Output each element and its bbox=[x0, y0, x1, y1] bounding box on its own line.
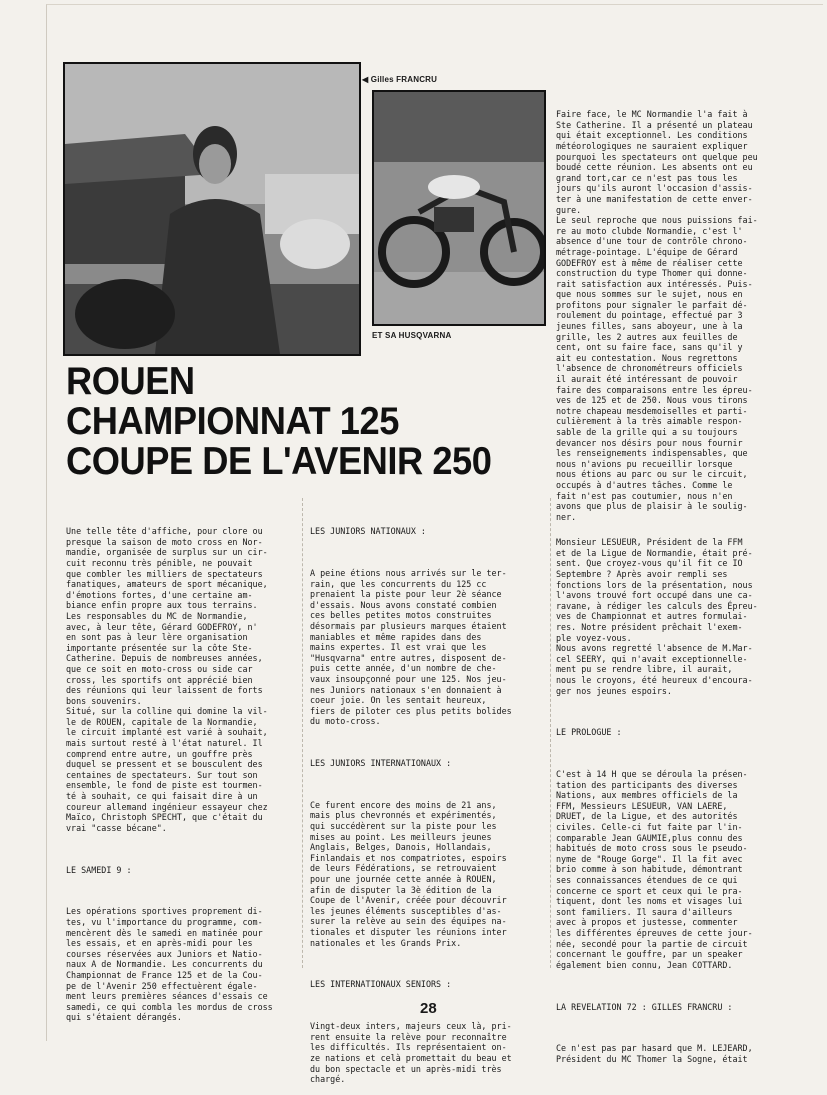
right-top-paragraph: Faire face, le MC Normandie l'a fait à Ste Catherine. Il a présenté un plateau qui était exceptionnel. Les conditions météorologiques ne sauraient expliquer pourquoi les spectateurs ont quelque peu boudé cette réunion. Les absents ont eu grand tort,car ce n'est pas tous les jours qu'ils auront l'occasion d'assis- ter à une manifestation de cette enver- gure. Le seul reproche que nous puissions fai- re au moto clubde Normandie, c'est l' absence d'une tour de contrôle chrono- métrage-pointage. L'équipe de Gérard GODEFROY est à même de réaliser cette construction du type Thomer qui donne- rait satisfaction aux intéressés. Puis- que nous sommes sur le sujet, nous en profitons pour signaler le parfait dé- roulement du pointage, effectué par 3 jeunes filles, sans aboyeur, une à la grille, les 2 autres aux feuilles de cent, ont su faire face, sans qu'il y ait eu contestation. Nous regrettons l'absence de chronométreurs officiels il aurait été intéressant de pouvoir faire des comparaisons entre les épreu- ves de 125 et de 250. Nous vous tirons notre chapeau mesdemoiselles et parti- culièrement à la très aimable respon- sable de la grille qui a su toujours devancer nos désirs pour nous fournir les renseignements indispensables, que nous n'avions pu recueillir lorsque nous étions au parc ou sur le circuit, occupés à d'autres tâches. Comme le fait n'est pas coutumier, nous n'en avons que plus de plaisir à le soulig- ner. bbox=[556, 109, 758, 522]
col2-juniors-nationaux-paragraph: A peine étions nous arrivés sur le ter- rain, que les concurrents du 125 cc prenaient la piste pour leur 2è séance d'essais. Nous avons constaté combien ces belles petites motos construites désormais par plusieurs marques étaient maniables et même rapides dans des mains expertes. Il est vrai que les "Husqvarna" entre autres, disposent de- puis cette année, d'un nombre de che- vaux insoupçonné pour une 125. Nos jeu- nes Juniors nationaux s'en donnaient à coeur joie. On les sentait heureux, fiers de piloter ces plus petits bolides du moto-cross. bbox=[310, 567, 512, 727]
col2-internationaux-seniors-paragraph: Vingt-deux inters, majeurs ceux là, pri- rent ensuite la relève pour reconnaître les difficultés. Ils représentaient on- ze nations et celà promettait du beau et du bon spectacle et un après-midi très chargé. bbox=[310, 1021, 512, 1085]
husqvarna-bike-photo bbox=[372, 90, 546, 326]
headline-line-2: CHAMPIONNAT 125 bbox=[66, 400, 399, 443]
col2-heading-juniors-nationaux: LES JUNIORS NATIONAUX : bbox=[310, 526, 426, 537]
col2-juniors-internationaux-paragraph: Ce furent encore des moins de 21 ans, mais plus chevronnés et expérimentés, qui succédèrent sur la piste pour les mises au point. Les meilleurs jeunes Anglais, Belges, Danois, Hollandais, Finlandais et nos compatriotes, espoirs de leurs Fédérations, se retrouvaient pour une journée cette année à ROUEN, afin de disputer la 3è édition de la Coupe de l'Avenir, créée pour découvrir les jeunes éléments susceptibles d'as- surer la relève au sein des équipes na- tionales et disputer les réunions inter nationales et les Grands Prix. bbox=[310, 799, 507, 948]
headline-line-1: ROUEN bbox=[66, 360, 195, 403]
column-3 bbox=[556, 516, 792, 1075]
col1-heading-samedi: LE SAMEDI 9 : bbox=[66, 864, 132, 875]
col2-heading-internationaux-seniors: LES INTERNATIONAUX SENIORS : bbox=[310, 979, 452, 990]
col3-lesueur-paragraph: Monsieur LESUEUR, Président de la FFM et de la Ligue de Normandie, était pré- sent. Que croyez-vous qu'il fit ce IO Septembre ? Après avoir rempli ses fonctions lors de la présentation, nous l'avons trouvé fort occupé dans une ca- ravane, à rédiger les calculs des Épreu- ves de Championnat et autres formulai- res. Notre président prêchait l'exem- ple voyez-vous. Nous avons regretté l'absence de M.Mar- cel SEERY, qui n'avait exceptionnelle- ment pu se rendre libre, il aurait, nous le croyons, été heureux d'encoura- ger nos jeunes espoirs. bbox=[556, 537, 758, 696]
photo-credit: ◀ Gilles FRANCRU bbox=[362, 75, 438, 84]
column-divider-2 bbox=[550, 498, 551, 968]
column-divider-1 bbox=[302, 498, 303, 968]
column-1 bbox=[66, 505, 296, 1034]
col1-intro-paragraph: Une telle tête d'affiche, pour clore ou presque la saison de moto cross en Nor- mandie, organisée de surplus sur un cir- cuit reconnu très pénible, ne pouvait que combler les milliers de spectateurs fanatiques, amateurs de sport mécanique, d'émotions fortes, d'une certaine am- biance enfin propre aux tous terrains. Les responsables du MC de Normandie, avec, à leur tête, Gérard GODEFROY, n' en sont pas à leur lère organisation importante présentée sur la côte Ste- Catherine. Depuis de nombreuses années, que ce soit en moto-cross ou side car cross, les sportifs ont apprécié bien des réunions qui leur laissent de forts bons souvenirs. Situé, sur la colline qui domine la vil- le de ROUEN, capitale de la Normandie, le circuit implanté est varié à souhait, mais surtout resté à l'état naturel. Il comprend entre autre, un gouffre près duquel se pressent et se bousculent des centaines de spectateurs. Sur tout son ensemble, le fond de piste est tourmen- té à souhait, ce qui faisait dire à un coureur allemand ingénieur essayeur chez Maïco, Christoph SPECHT, que c'était du vrai "casse bécane". bbox=[66, 526, 268, 833]
col3-prologue-paragraph: C'est à 14 H que se déroula la présen- tation des participants des diverses Nations, aux membres officiels de la FFM, Messieurs LESUEUR, VAN LAERE, DRUET, de la Ligue, et des autorités civiles. Celle-ci fut faite par l'in- comparable Jean GAUMIE,plus connu des habitués de moto cross sous le pseudo- nyme de "Rouge Gorge". Il la fit avec brio comme à son habitude, démontrant ses connaissances étendues de ce qui concerne ce sport et ceux qui le pra- tiquent, dont les noms et visages lui sont familiers. Il saura d'ailleurs avec à propos et justesse, commenter les différentes épreuves de cette jour- née, secondé pour la partie de circuit concernant le gouffre, par un speaker également bien connu, Jean COTTARD. bbox=[556, 769, 753, 970]
headline-line-3: COUPE DE L'AVENIR 250 bbox=[66, 440, 492, 483]
headline bbox=[66, 362, 556, 482]
photo-caption: ET SA HUSQVARNA bbox=[372, 331, 452, 340]
col1-samedi-paragraph: Les opérations sportives proprement di- tes, vu l'importance du programme, com- mencèrent dès le samedi en matinée pour les essais, et en après-midi pour les courses réservées aux Juniors et Natio- naux A de Normandie. Les concurrents du Championnat de France 125 et de la Cou- pe de l'Avenir 250 effectuèrent égale- ment leurs premières séances d'essais ce samedi, ce qui combla les mordus de cross qui s'étaient dérangés. bbox=[66, 906, 273, 1023]
page-number: 28 bbox=[420, 1000, 437, 1017]
col3-heading-prologue: LE PROLOGUE : bbox=[556, 727, 622, 738]
col3-heading-revelation: LA REVELATION 72 : GILLES FRANCRU : bbox=[556, 1001, 733, 1012]
rider-portrait-photo bbox=[63, 62, 361, 356]
right-top-text bbox=[556, 88, 792, 533]
col3-revelation-paragraph: Ce n'est pas par hasard que M. LEJEARD, Président du MC Thomer la Sogne, était bbox=[556, 1043, 753, 1064]
col2-heading-juniors-internationaux: LES JUNIORS INTERNATIONAUX : bbox=[310, 758, 452, 769]
